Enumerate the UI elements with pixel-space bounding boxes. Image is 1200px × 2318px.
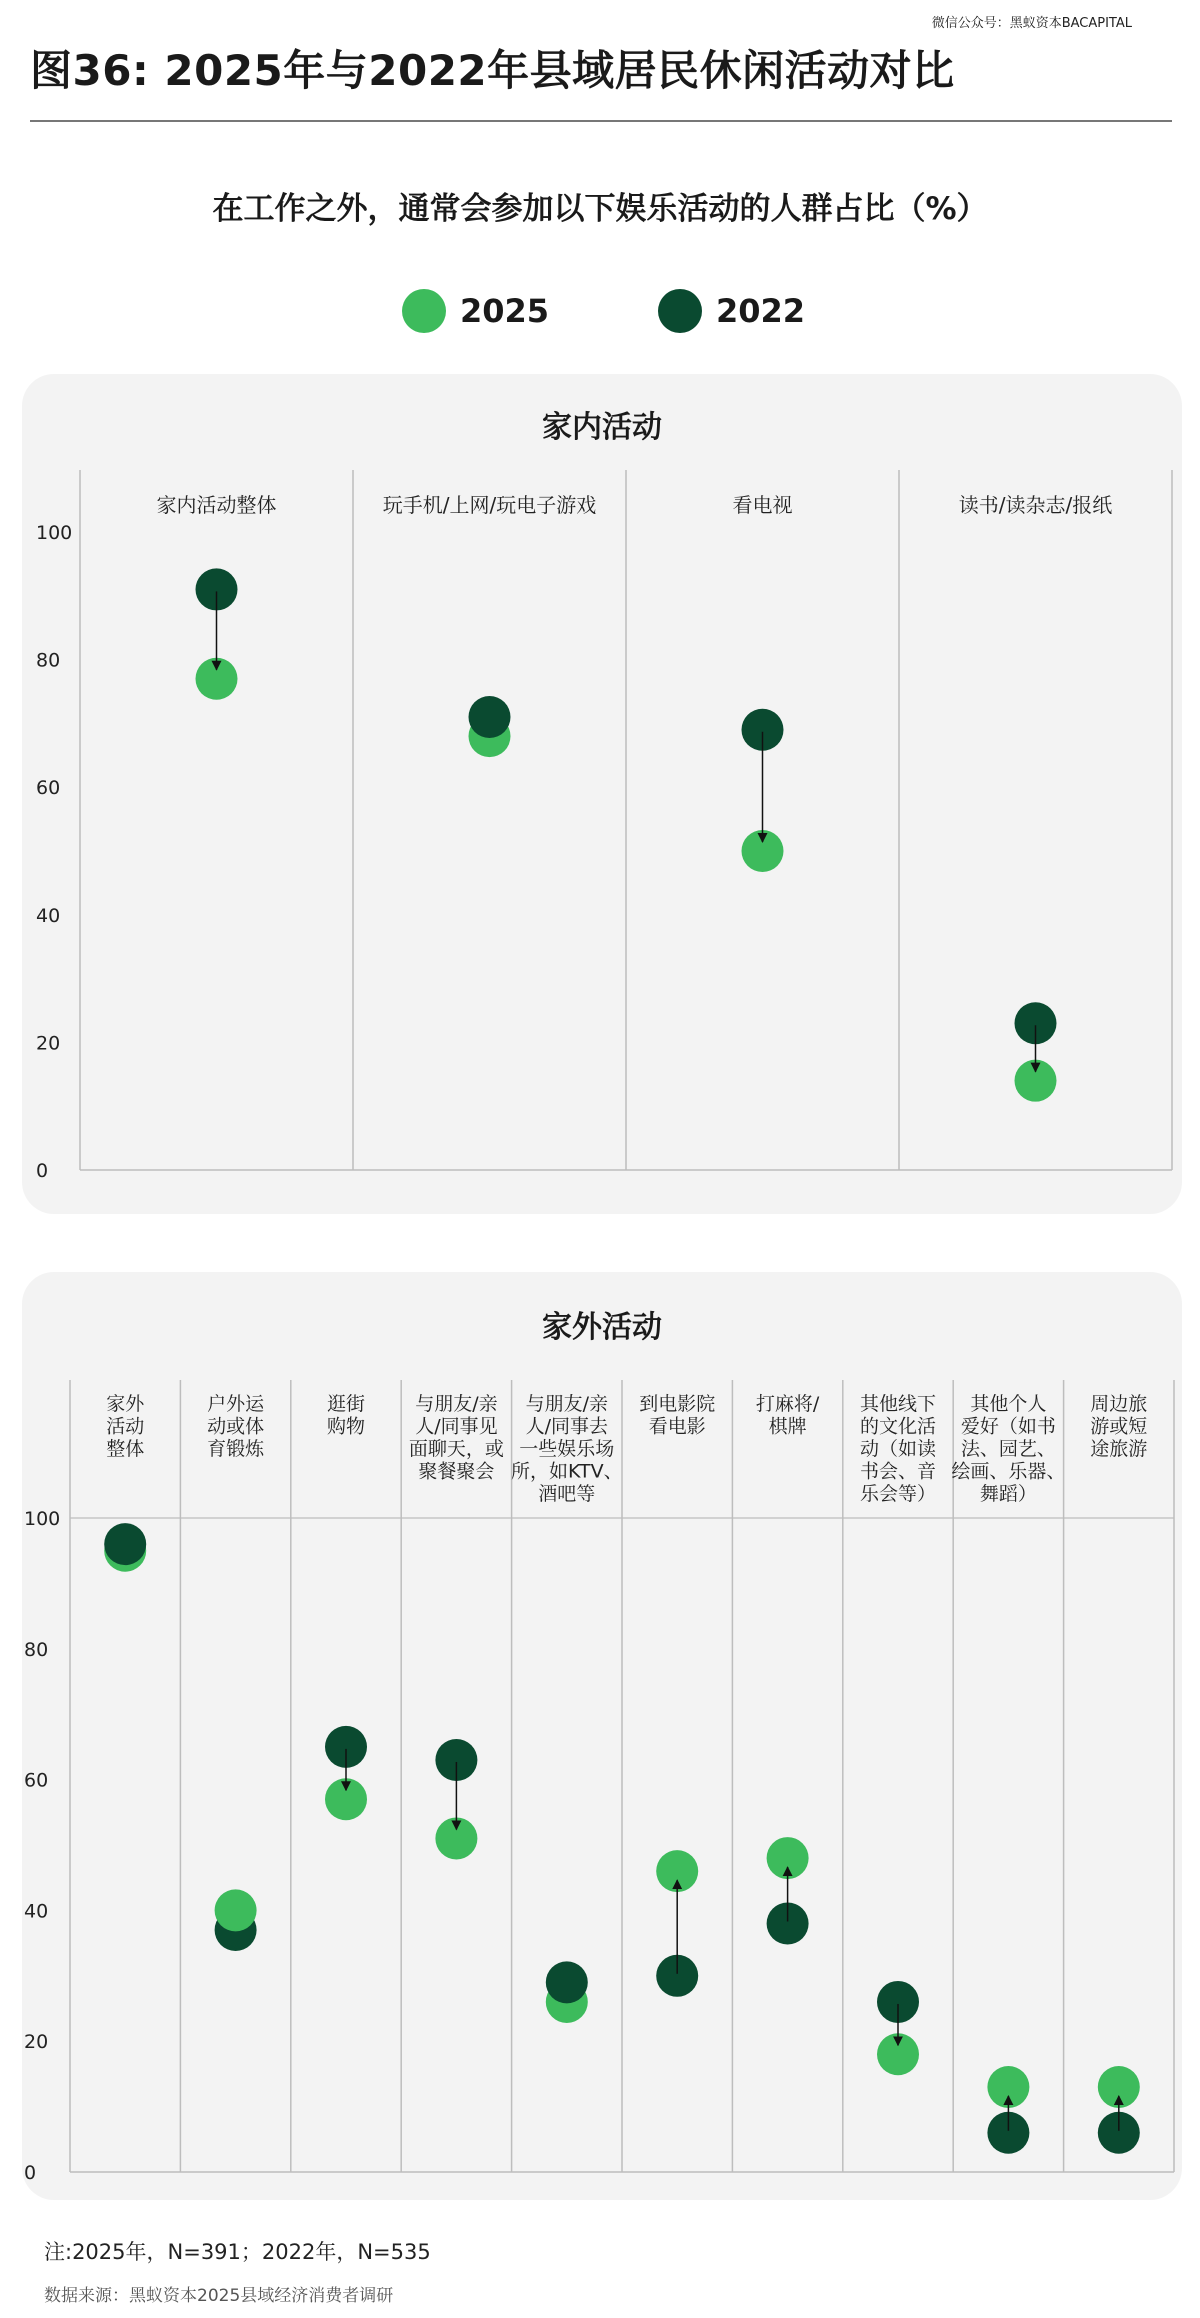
category-label: 其他线下的文化活动（如读书会、音乐会等） bbox=[859, 1393, 937, 1505]
y-tick-label: 60 bbox=[24, 1769, 49, 1792]
dumbbell-pair bbox=[196, 568, 238, 699]
category-label: 读书/读杂志/报纸 bbox=[958, 493, 1113, 517]
dumbbell-pair bbox=[767, 1837, 809, 1944]
outdoor-activities-panel bbox=[22, 1272, 1182, 2200]
category-label: 与朋友/亲人/同事见面聊天，或聚餐聚会 bbox=[408, 1393, 504, 1483]
category-label: 家内活动整体 bbox=[156, 493, 277, 517]
y-tick-label: 100 bbox=[36, 522, 73, 544]
y-tick-label: 0 bbox=[24, 2162, 37, 2184]
point-2022 bbox=[104, 1523, 146, 1565]
home-panel-title: 家内活动 bbox=[542, 410, 662, 445]
y-tick-label: 20 bbox=[24, 2031, 49, 2054]
category-label: 家外活动整体 bbox=[106, 1393, 145, 1460]
watermark: 微信公众号：黑蚁资本BACAPITAL bbox=[931, 16, 1132, 31]
legend-item-2025 bbox=[402, 288, 549, 334]
chart-subtitle: 在工作之外，通常会参加以下娱乐活动的人群占比（%） bbox=[212, 191, 988, 227]
dumbbell-pair bbox=[435, 1739, 477, 1859]
dumbbell-pair bbox=[546, 1961, 588, 2023]
dumbbell-pair bbox=[1098, 2066, 1140, 2154]
y-tick-label: 80 bbox=[36, 649, 61, 672]
legend-item-2022 bbox=[658, 288, 805, 334]
category-label: 周边旅游或短途旅游 bbox=[1090, 1393, 1148, 1460]
data-source: 数据来源：黑蚁资本2025县域经济消费者调研 bbox=[44, 2286, 394, 2306]
legend-swatch-2022 bbox=[658, 289, 702, 333]
dumbbell-pair bbox=[325, 1726, 367, 1820]
category-label: 其他个人爱好（如书法、园艺、绘画、乐器、舞蹈） bbox=[951, 1393, 1066, 1505]
point-2025 bbox=[215, 1889, 257, 1931]
legend-swatch-2025 bbox=[402, 289, 446, 333]
dumbbell-pair bbox=[104, 1523, 146, 1572]
y-tick-label: 0 bbox=[36, 1160, 49, 1182]
dumbbell-pair bbox=[987, 2066, 1029, 2154]
home-activities-chart bbox=[22, 374, 1182, 1214]
title-divider bbox=[30, 120, 1172, 122]
category-label: 逛街购物 bbox=[326, 1393, 366, 1438]
footnote: 注:2025年，N=391；2022年，N=535 bbox=[44, 2240, 431, 2264]
point-2022 bbox=[546, 1961, 588, 2003]
dumbbell-pair bbox=[1015, 1002, 1057, 1101]
category-label: 户外运动或体育锻炼 bbox=[207, 1393, 265, 1460]
figure-title: 图36: 2025年与2022年县域居民休闲活动对比 bbox=[30, 46, 955, 95]
outdoor-activities-chart bbox=[22, 1272, 1182, 2200]
category-label: 到电影院看电影 bbox=[639, 1393, 716, 1438]
y-tick-label: 60 bbox=[36, 777, 61, 800]
y-tick-label: 40 bbox=[36, 904, 61, 927]
category-label: 打麻将/棋牌 bbox=[755, 1393, 820, 1438]
dumbbell-pair bbox=[656, 1850, 698, 1997]
dumbbell-pair bbox=[742, 709, 784, 872]
dumbbell-pair bbox=[469, 696, 511, 757]
y-tick-label: 20 bbox=[36, 1032, 61, 1055]
legend bbox=[0, 288, 1200, 338]
dumbbell-pair bbox=[877, 1981, 919, 2075]
legend-label-2025: 2025 bbox=[460, 292, 550, 330]
home-activities-panel bbox=[22, 374, 1182, 1214]
category-label: 玩手机/上网/玩电子游戏 bbox=[382, 493, 597, 517]
y-tick-label: 100 bbox=[24, 1508, 61, 1530]
y-tick-label: 80 bbox=[24, 1638, 49, 1661]
legend-label-2022: 2022 bbox=[716, 292, 806, 330]
dumbbell-pair bbox=[215, 1889, 257, 1951]
outdoor-panel-title: 家外活动 bbox=[542, 1310, 662, 1345]
category-label: 看电视 bbox=[732, 493, 793, 517]
point-2022 bbox=[469, 696, 511, 738]
y-tick-label: 40 bbox=[24, 1900, 49, 1923]
category-label: 与朋友/亲人/同事去一些娱乐场所，如KTV、酒吧等 bbox=[511, 1393, 623, 1505]
